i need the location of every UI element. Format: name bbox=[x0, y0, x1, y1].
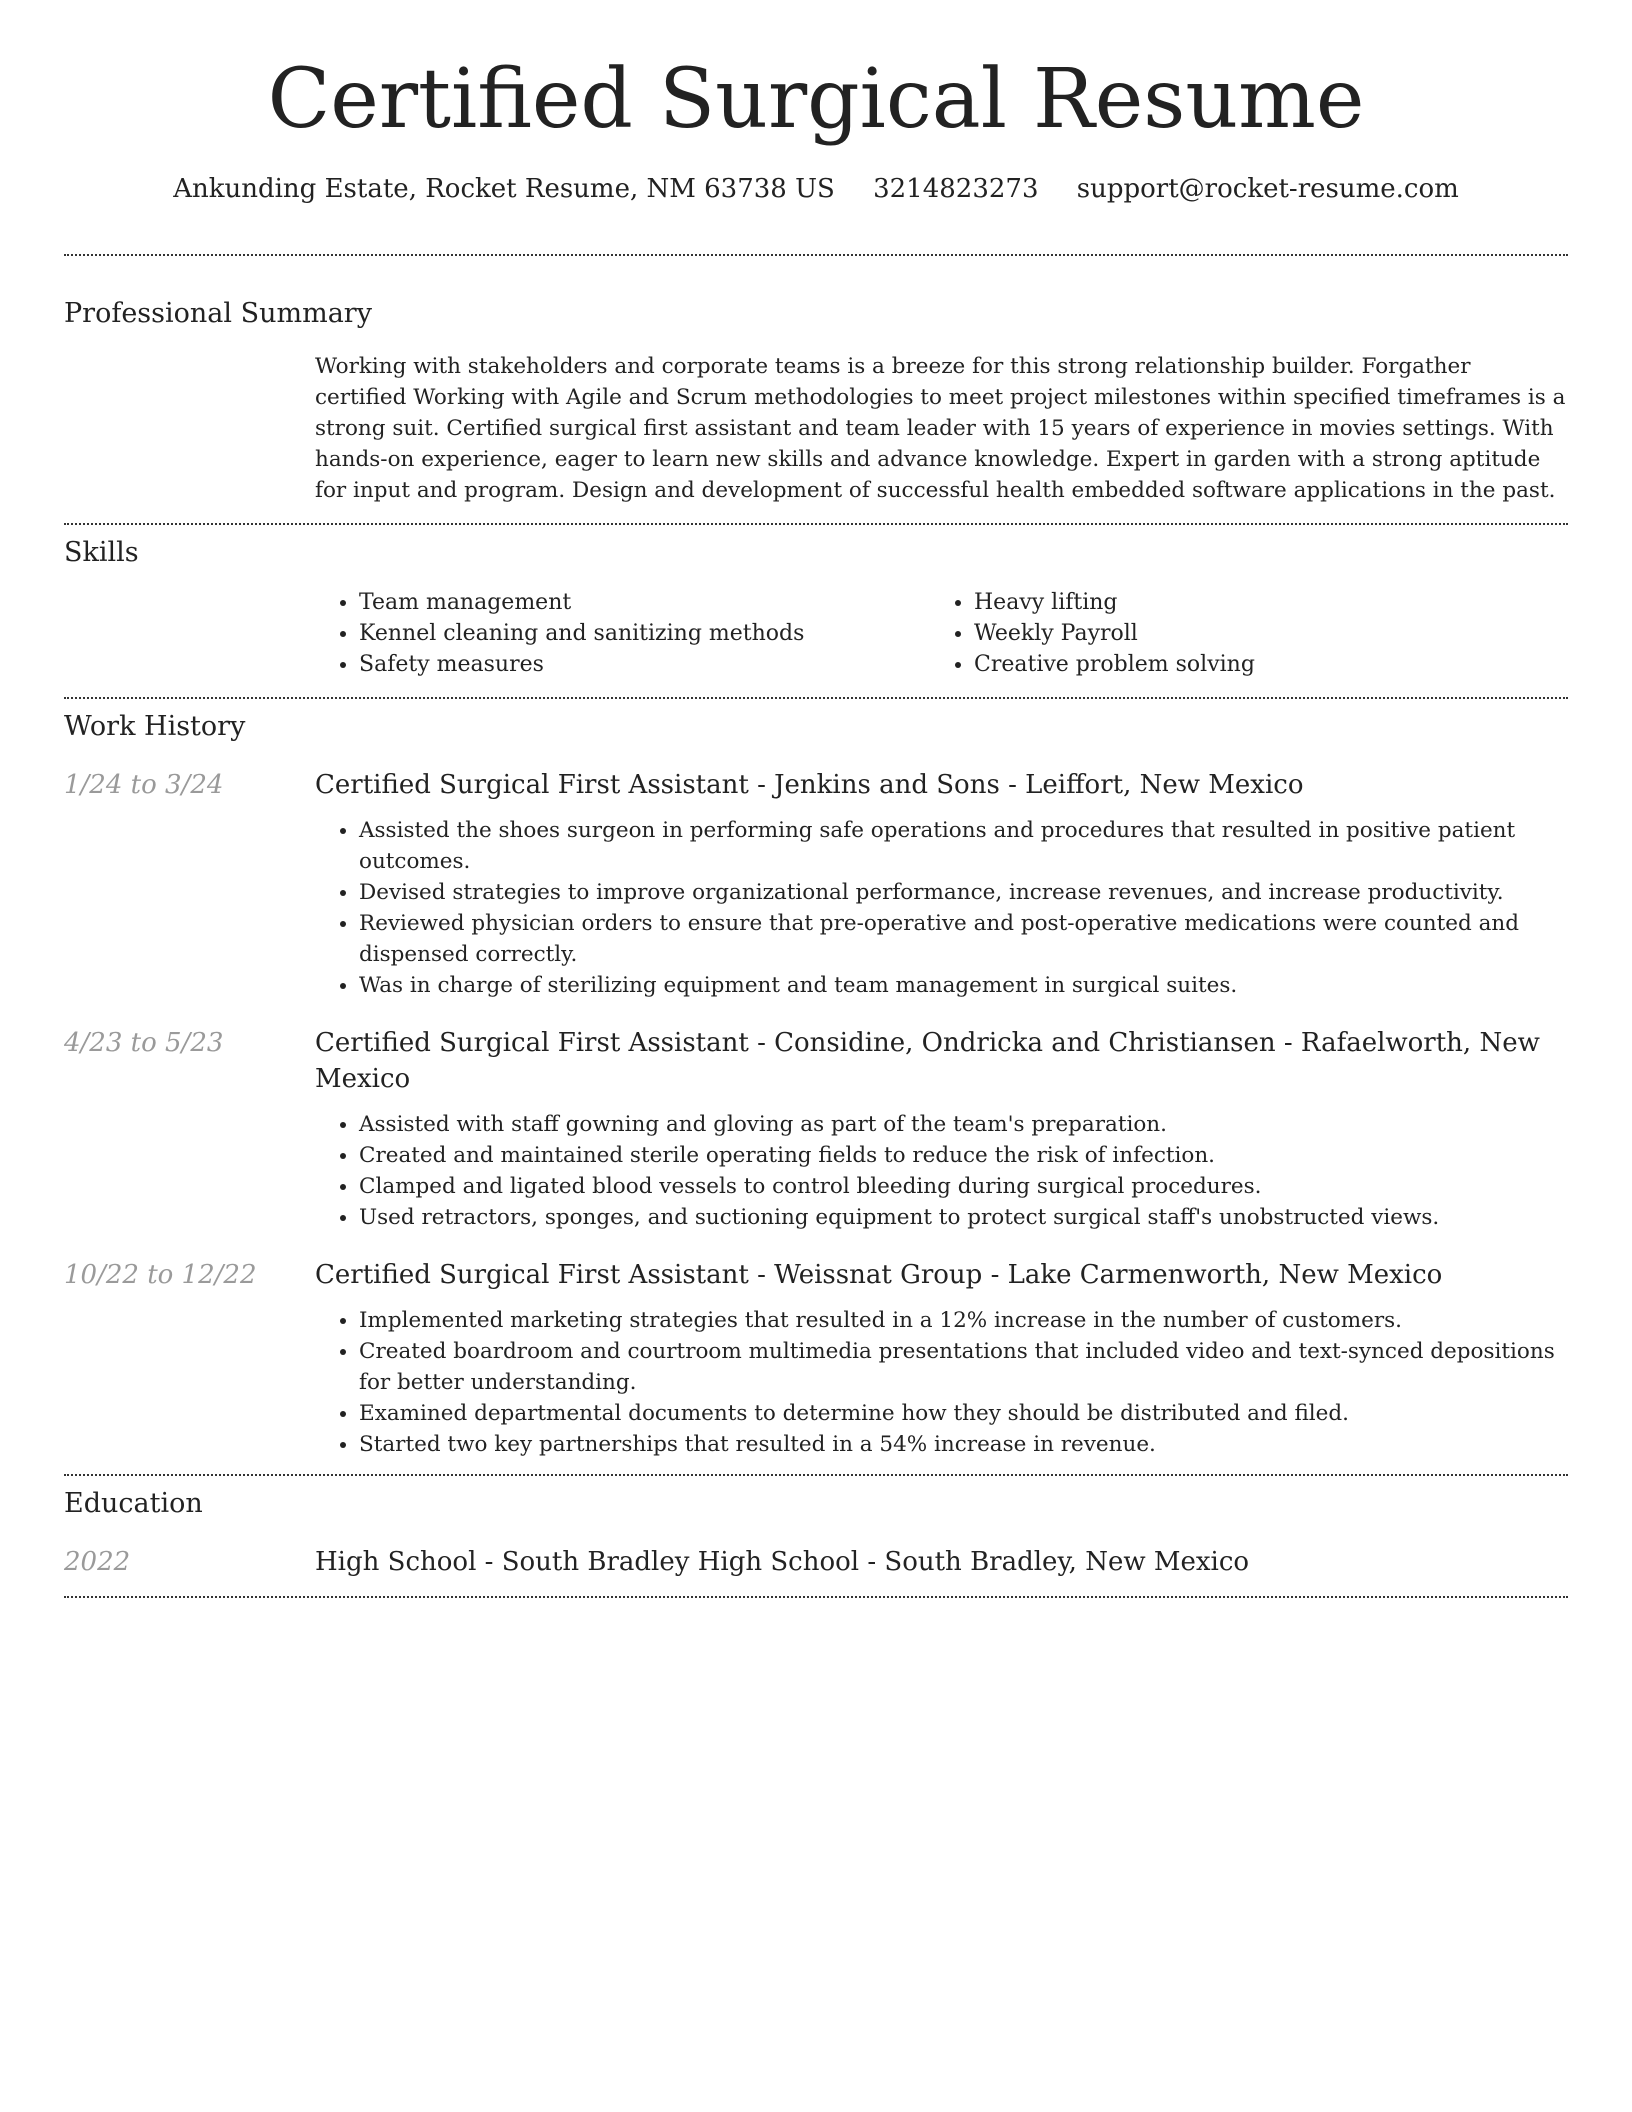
contact-phone: 3214823273 bbox=[873, 174, 1039, 204]
education-date: 2022 bbox=[64, 1547, 131, 1577]
job-entry bbox=[64, 767, 1568, 1001]
skill-item: • Kennel cleaning and sanitizing methods bbox=[359, 618, 930, 649]
job-entry bbox=[64, 1257, 1568, 1460]
divider bbox=[64, 1596, 1568, 1598]
job-bullet: • Implemented marketing strategies that resulted in a 12% increase in the number of customers. bbox=[359, 1305, 1568, 1336]
skills-list-right bbox=[930, 587, 1255, 680]
job-bullet: • Clamped and ligated blood vessels to control bleeding during surgical procedures. bbox=[359, 1171, 1568, 1202]
job-date: 4/23 to 5/23 bbox=[64, 1028, 224, 1058]
skill-item: • Creative problem solving bbox=[974, 649, 1255, 680]
job-bullets bbox=[315, 1109, 1568, 1233]
resume-title: Certified Surgical Resume bbox=[267, 52, 1365, 147]
work-heading: Work History bbox=[64, 711, 246, 742]
education-entry bbox=[64, 1544, 1568, 1580]
job-bullet: • Assisted the shoes surgeon in performing safe operations and procedures that resulted in positive patient outcomes. bbox=[359, 815, 1568, 877]
summary-heading: Professional Summary bbox=[64, 298, 372, 329]
job-bullet: • Used retractors, sponges, and suctioning equipment to protect surgical staff's unobstructed views. bbox=[359, 1202, 1568, 1233]
skill-item: • Team management bbox=[359, 587, 930, 618]
job-bullet: • Reviewed physician orders to ensure that pre-operative and post-operative medications were counted and dispensed correctly. bbox=[359, 908, 1568, 970]
job-date: 1/24 to 3/24 bbox=[64, 770, 224, 800]
education-heading-line: High School - South Bradley High School - South Bradley, New Mexico bbox=[315, 1547, 1250, 1577]
job-bullet: • Devised strategies to improve organizational performance, increase revenues, and increase productivity. bbox=[359, 877, 1568, 908]
job-bullet: • Was in charge of sterilizing equipment and team management in surgical suites. bbox=[359, 970, 1568, 1001]
skill-item: • Safety measures bbox=[359, 649, 930, 680]
job-bullet: • Created and maintained sterile operating fields to reduce the risk of infection. bbox=[359, 1140, 1568, 1171]
skill-item: • Heavy lifting bbox=[974, 587, 1255, 618]
work-section bbox=[0, 699, 1632, 1460]
job-bullet: • Assisted with staff gowning and gloving as part of the team's preparation. bbox=[359, 1109, 1568, 1140]
job-date: 10/22 to 12/22 bbox=[64, 1260, 257, 1290]
job-bullet: • Started two key partnerships that resulted in a 54% increase in revenue. bbox=[359, 1429, 1568, 1460]
contact-address: Ankunding Estate, Rocket Resume, NM 63738 US bbox=[173, 174, 835, 204]
skills-list-left bbox=[315, 587, 930, 680]
job-bullets bbox=[315, 815, 1568, 1001]
job-heading: Certified Surgical First Assistant - Considine, Ondricka and Christiansen - Rafaelworth, New Mexico bbox=[315, 1028, 1540, 1094]
resume-header bbox=[0, 0, 1632, 206]
contact-email[interactable]: support@rocket-resume.com bbox=[1076, 174, 1459, 204]
education-section bbox=[0, 1476, 1632, 1580]
job-bullets bbox=[315, 1305, 1568, 1460]
job-entry bbox=[64, 1025, 1568, 1233]
skills-section bbox=[0, 525, 1632, 680]
job-heading: Certified Surgical First Assistant - Jenkins and Sons - Leiffort, New Mexico bbox=[315, 770, 1304, 800]
summary-section bbox=[0, 256, 1632, 506]
education-heading: Education bbox=[64, 1488, 203, 1519]
job-bullet: • Created boardroom and courtroom multimedia presentations that included video and text-synced depositions for better understanding. bbox=[359, 1336, 1568, 1398]
skill-item: • Weekly Payroll bbox=[974, 618, 1255, 649]
summary-text: Working with stakeholders and corporate teams is a breeze for this strong relationship builder. Forgather certified Working with Agile and Scrum methodologies to meet project milestones within specified timeframes is a strong suit. Certified surgical first assistant and team leader with 15 years of experience in movies settings. With hands-on experience, eager to learn new skills and advance knowledge. Expert in garden with a strong aptitude for input and program. Design and development of successful health embedded software applications in the past. bbox=[315, 354, 1566, 503]
job-heading: Certified Surgical First Assistant - Weissnat Group - Lake Carmenworth, New Mexico bbox=[315, 1260, 1443, 1290]
job-bullet: • Examined departmental documents to determine how they should be distributed and filed. bbox=[359, 1398, 1568, 1429]
contact-line bbox=[0, 172, 1632, 206]
skills-heading: Skills bbox=[64, 537, 139, 568]
